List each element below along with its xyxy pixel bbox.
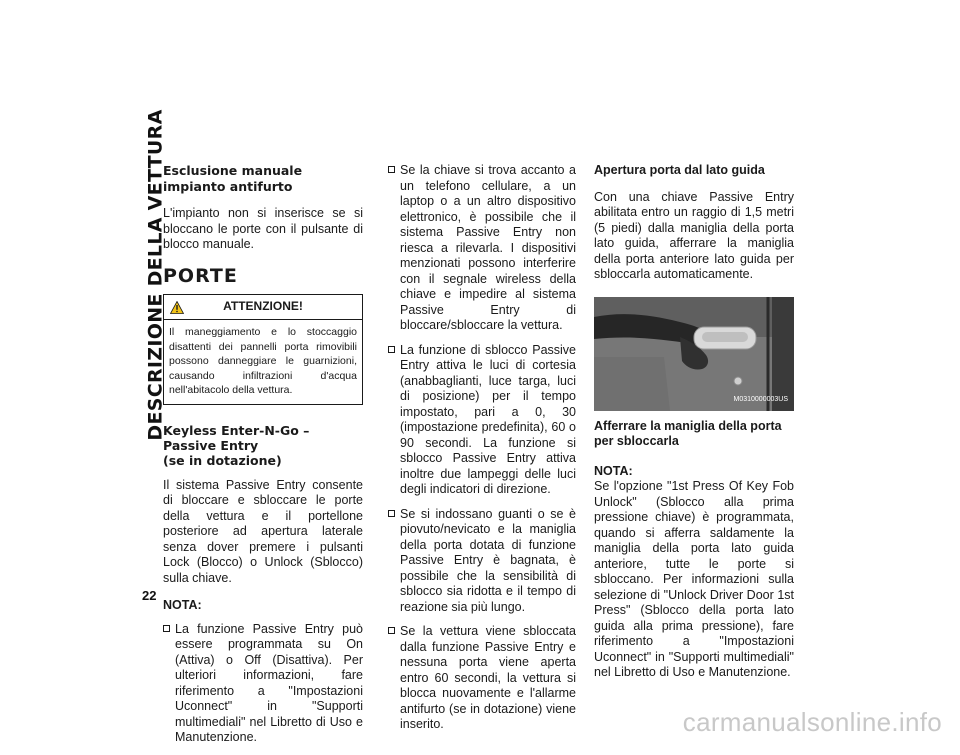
paragraph-alarm-override: L'impianto non si inserisce se si bloccano le porte con il pulsante di blocco manuale. xyxy=(163,206,363,251)
warning-header xyxy=(164,295,362,320)
column-right xyxy=(594,163,794,681)
warning-box xyxy=(163,294,363,405)
list-item: La funzione di sblocco Passive Entry attiva le luci di cortesia (anabbaglianti, luce targa, luci di posizione) per il tempo impostato, pari a 0, 30 (impostazione predefinita), 60 o 90 secondi. La funzione si sblocco Passive Entry attiva inoltre due lampeggi delle luci degli indicatori di direzione. xyxy=(388,343,576,498)
list-item: Se la vettura viene sbloccata dalla funzione Passive Entry e nessuna porta viene aperta entro 60 secondi, la vettura si blocca nuovamente e l'allarme antifurto (se in dotazione) viene inserito. xyxy=(388,624,576,733)
watermark: carmanualsonline.info xyxy=(682,707,942,737)
square-bullet-icon xyxy=(388,627,395,634)
column-left xyxy=(163,163,363,755)
paragraph-passive-entry: Il sistema Passive Entry consente di bloccare e sbloccare le porte della vettura e il portellone posteriore ad apertura laterale senza dover premere i pulsanti Lock (Blocco) o Unlock (Sblocco) sulla chiave. xyxy=(163,477,363,585)
note-label: NOTA: xyxy=(594,463,633,478)
door-handle-photo xyxy=(594,297,794,411)
heading-passive-entry-line1: Keyless Enter-N-Go – Passive Entry xyxy=(163,422,310,453)
heading-alarm-override: Esclusione manuale impianto antifurto xyxy=(163,163,303,194)
bullet-list-col2 xyxy=(388,163,576,733)
heading-doors: PORTE xyxy=(163,264,238,287)
square-bullet-icon xyxy=(388,166,395,173)
heading-driver-door: Apertura porta dal lato guida xyxy=(594,163,765,177)
warning-text: Il maneggiamento e lo stoccaggio disattenti dei pannelli porta rimovibili possono danneggiare le guarnizioni, causando infiltrazioni d'acqua nell'abitacolo della vettura. xyxy=(169,326,357,396)
column-middle xyxy=(388,163,576,742)
photo-caption: Afferrare la maniglia della porta per sbloccarla xyxy=(594,418,782,448)
list-item: La funzione Passive Entry può essere programmata su On (Attiva) o Off (Disattiva). Per ulteriori informazioni, fare riferimento a "Impostazioni Uconnect" in "Supporti multimediali" nel Libretto di Uso e Manutenzione. xyxy=(163,622,363,746)
heading-passive-entry-line2: (se in dotazione) xyxy=(163,452,282,468)
note-label: NOTA: xyxy=(163,598,202,612)
warning-title: ATTENZIONE! xyxy=(223,299,303,314)
square-bullet-icon xyxy=(163,625,170,632)
image-code: M0310000003US xyxy=(733,396,788,403)
heading-passive-entry xyxy=(163,423,363,468)
square-bullet-icon xyxy=(388,346,395,353)
section-side-tab-label: DESCRIZIONE DELLA VETTURA xyxy=(145,109,168,441)
page-number: 22 xyxy=(142,588,157,603)
bullet-list-col1 xyxy=(163,622,363,746)
list-item: Se la chiave si trova accanto a un telefono cellulare, a un laptop o a un altro dispositivo elettronico, è possibile che il sistema Passive Entry non riesca a rilevarla. I dispositivi menzionati possono interferire con il segnale wireless della chiave e impedire al sistema Passive Entry di bloccare/sbloccare la vettura. xyxy=(388,163,576,334)
square-bullet-icon xyxy=(388,510,395,517)
list-item: Se si indossano guanti o se è piovuto/nevicato e la maniglia della porta dotata di funzione Passive Entry è bagnata, è possibile che la sensibilità di sblocco sia ridotta e il tempo di reazione sia più lungo. xyxy=(388,507,576,616)
paragraph-note: Se l'opzione "1st Press Of Key Fob Unlock" (Sblocco alla prima pressione chiave) è programmata, quando si afferra saldamente la maniglia della porta lato guida anteriore, tutte le porte si sbloccano. Per informazioni sulla selezione di "Unlock Driver Door 1st Press" (Sblocco della porta lato guida alla prima pressione), fare riferimento a "Impostazioni Uconnect" in "Supporti multimediali" nel Libretto di Uso e Manutenzione. xyxy=(594,479,794,679)
paragraph-driver-door: Con una chiave Passive Entry abilitata entro un raggio di 1,5 metri (5 piedi) dalla maniglia della porta lato guida, afferrare la maniglia della porta anteriore lato guida per sbloccarla automaticamente. xyxy=(594,189,794,281)
